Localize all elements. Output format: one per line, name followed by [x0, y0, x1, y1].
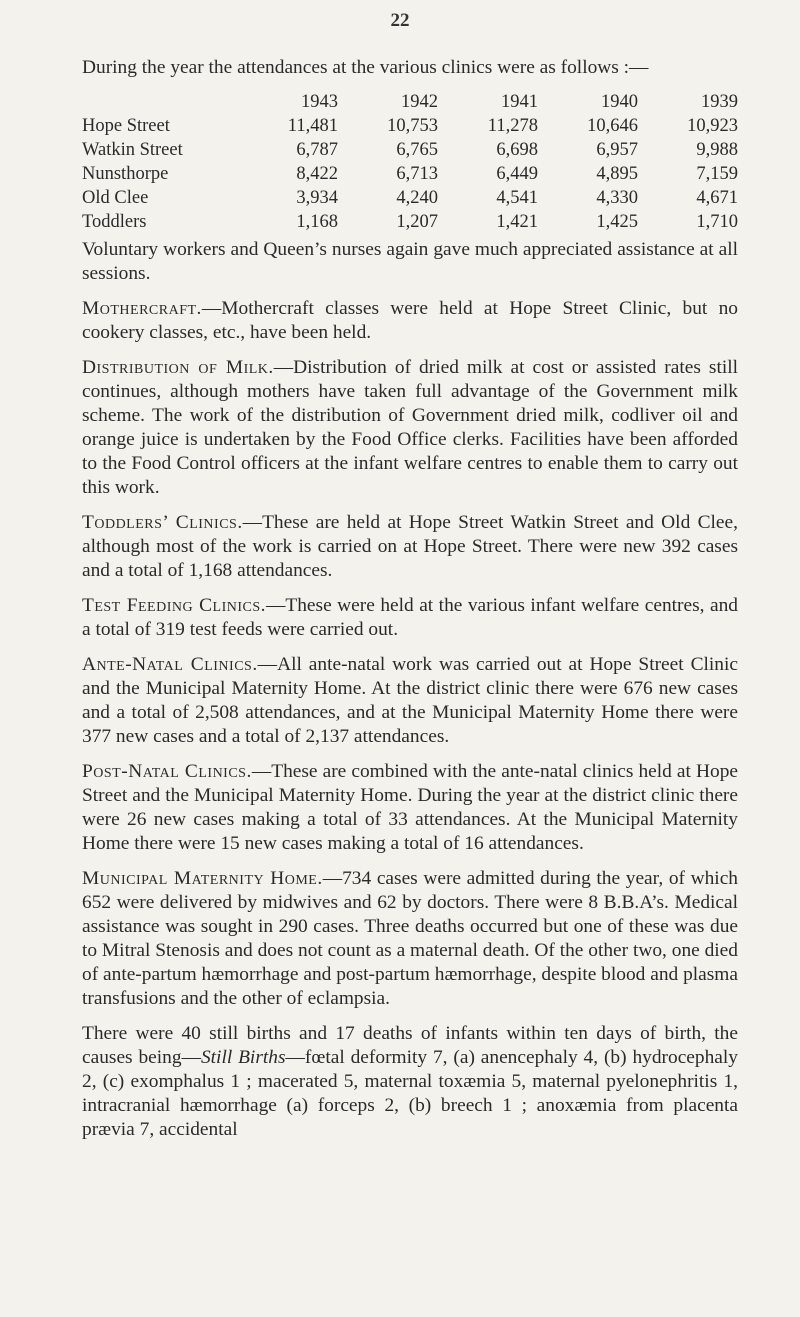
table-row: [82, 138, 738, 162]
attendance-value: 6,765: [396, 140, 438, 160]
paragraph-body: —fœtal deformity 7, (a) anencephaly 4, (b) hydrocephaly 2, (c) exomphalus 1 ; macerated 5, maternal toxæmia 5, maternal pyelonephritis 1, intracranial hæmorrhage (a) forceps 2, (b) breech 1 ; anoxæmia from placenta prævia 7, accidental: [82, 1047, 738, 1140]
year-header: 1940: [601, 92, 638, 112]
attendance-value: 4,240: [396, 188, 438, 208]
attendance-value: 6,787: [296, 140, 338, 160]
table-header-blank: [82, 90, 238, 114]
attendance-value: 6,957: [596, 140, 638, 160]
still-births-label: Still Births: [200, 1047, 286, 1068]
attendance-value: 9,988: [696, 140, 738, 160]
attendance-value: 1,207: [396, 212, 438, 232]
attendance-value: 1,710: [696, 212, 738, 232]
paragraph-body: —All ante-natal work was carried out at Hope Street Clinic and the Municipal Maternity Home. At the district clinic there were 676 new cases and a total of 2,508 attendances, and at the Municipal Maternity Home there were 377 new cases and a total of 2,137 attendances.: [82, 654, 738, 747]
attendance-value: 10,753: [387, 116, 438, 136]
section-heading: Distribution of Milk.: [82, 357, 274, 378]
year-header: 1941: [501, 92, 538, 112]
test-feeding-paragraph: [82, 594, 738, 642]
attendance-value: 11,481: [287, 116, 338, 136]
attendance-value: 4,671: [696, 188, 738, 208]
post-natal-paragraph: [82, 760, 738, 856]
section-heading: Test Feeding Clinics.: [82, 595, 266, 616]
section-heading: Post-Natal Clinics.: [82, 761, 252, 782]
attendance-table: [82, 90, 738, 234]
attendance-value: 7,159: [696, 164, 738, 184]
paragraph-body: There were 40 still births and 17 deaths of infants within ten days of birth, the causes being—: [82, 1023, 738, 1068]
clinic-name: Hope Street: [82, 116, 170, 136]
section-heading: Ante-Natal Clinics.: [82, 654, 258, 675]
year-header: 1943: [301, 92, 338, 112]
voluntary-paragraph: Voluntary workers and Queen’s nurses again gave much appreciated assistance at all sessions.: [82, 239, 738, 284]
attendance-value: 1,425: [596, 212, 638, 232]
clinic-name: Nunsthorpe: [82, 164, 169, 184]
paragraph-body: —These are combined with the ante-natal clinics held at Hope Street and the Municipal Maternity Home. During the year at the district clinic there were 26 new cases making a total of 33 attendances. At the Municipal Maternity Home there were 15 new cases making a total of 16 attendances.: [82, 761, 738, 854]
attendance-value: 4,895: [596, 164, 638, 184]
milk-distribution-paragraph: [82, 356, 738, 500]
ante-natal-paragraph: [82, 653, 738, 749]
table-header-row: [82, 90, 738, 114]
attendance-value: 10,923: [687, 116, 738, 136]
attendance-value: 6,713: [396, 164, 438, 184]
paragraph-body: —Mothercraft classes were held at Hope Street Clinic, but no cookery classes, etc., have been held.: [82, 298, 738, 343]
year-header: 1942: [401, 92, 438, 112]
paragraph-body: —Distribution of dried milk at cost or assisted rates still continues, although mothers have taken full advantage of the Government milk scheme. The work of the distribution of Government dried milk, codliver oil and orange juice is undertaken by the Food Office clerks. Facilities have been afforded to the Food Control officers at the infant welfare centres to enable them to carry out this work.: [82, 357, 738, 498]
clinic-name: Toddlers: [82, 212, 147, 232]
table-row: [82, 114, 738, 138]
attendance-value: 4,541: [496, 188, 538, 208]
page-number: 22: [390, 10, 410, 31]
attendance-value: 4,330: [596, 188, 638, 208]
section-heading: Mothercraft.: [82, 298, 202, 319]
paragraph-body: —These are held at Hope Street Watkin Street and Old Clee, although most of the work is carried on at Hope Street. There were new 392 cases and a total of 1,168 attendances.: [82, 512, 738, 581]
section-heading: Municipal Maternity Home.: [82, 868, 323, 889]
mothercraft-paragraph: [82, 297, 738, 345]
clinic-name: Old Clee: [82, 188, 149, 208]
year-header: 1939: [701, 92, 738, 112]
attendance-value: 3,934: [296, 188, 338, 208]
toddlers-clinics-paragraph: [82, 511, 738, 583]
table-row: [82, 186, 738, 210]
paragraph-body: —734 cases were admitted during the year, of which 652 were delivered by midwives and 62 by doctors. There were 8 B.B.A’s. Medical assistance was sought in 290 cases. Three deaths occurred but one of these was due to Mitral Stenosis and does not count as a maternal death. Of the other two, one died of ante-partum hæmorrhage and post-partum hæmorrhage, despite blood and plasma transfusions and the other of eclampsia.: [82, 868, 738, 1009]
intro-text: During the year the attendances at the various clinics were as follows :—: [82, 57, 649, 78]
attendance-value: 6,698: [496, 140, 538, 160]
attendance-value: 1,421: [496, 212, 538, 232]
attendance-value: 10,646: [587, 116, 638, 136]
attendance-value: 11,278: [487, 116, 538, 136]
attendance-value: 6,449: [496, 164, 538, 184]
still-births-paragraph: [82, 1022, 738, 1142]
table-row: [82, 210, 738, 234]
paragraph-body: —These were held at the various infant welfare centres, and a total of 319 test feeds were carried out.: [82, 595, 738, 640]
table-row: [82, 162, 738, 186]
maternity-home-paragraph: [82, 867, 738, 1011]
attendance-value: 8,422: [296, 164, 338, 184]
section-heading: Toddlers’ Clinics.: [82, 512, 243, 533]
clinic-name: Watkin Street: [82, 140, 183, 160]
page-body: [82, 56, 738, 1142]
attendance-value: 1,168: [296, 212, 338, 232]
